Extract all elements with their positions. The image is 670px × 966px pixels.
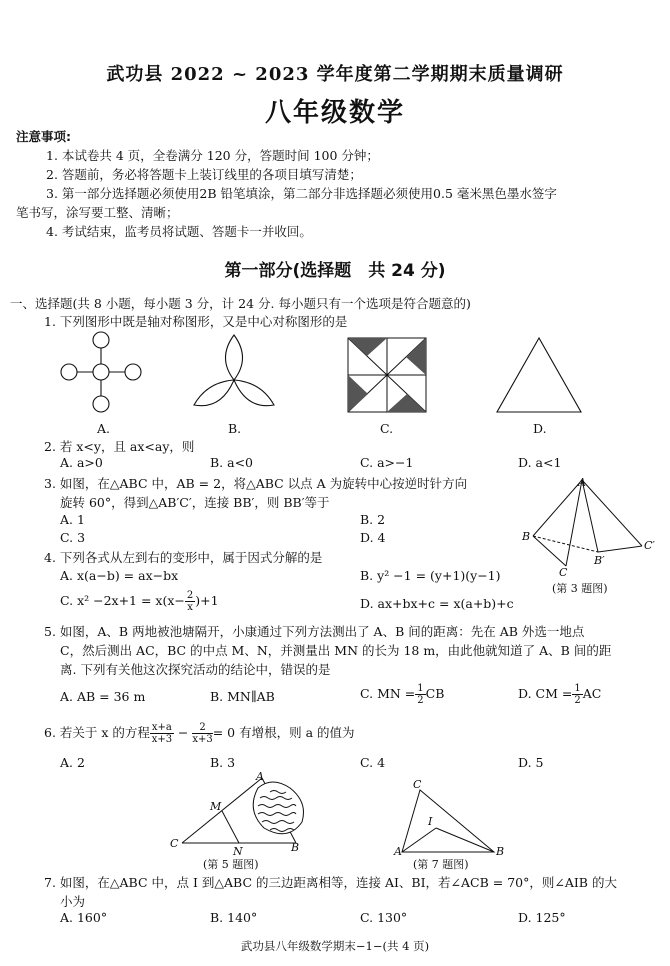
q5-option-c (360, 683, 444, 706)
q4-fraction-num: 2 (186, 590, 194, 601)
q1-figure-d (492, 330, 587, 420)
q3-point-b-prime: B′ (594, 554, 605, 567)
q6-fraction-2 (192, 722, 212, 745)
q7-point-b: B (496, 845, 505, 858)
q3-stem-line1: 3. 如图，在△ABC 中，AB = 2，将△ABC 以点 A 为旋转中心按逆时针方向 (44, 476, 468, 491)
q3-option-b: B. 2 (360, 512, 386, 527)
q5-figure (168, 770, 308, 855)
exam-title: 武功县 2022 ~ 2023 学年度第二学期期末质量调研 (106, 64, 564, 85)
q1-label-c: C. (380, 421, 394, 436)
q6-fraction-2-num: 2 (192, 722, 212, 734)
q3-stem-line2: 旋转 60°，得到△AB′C′，连接 BB′，则 BB′等于 (60, 495, 330, 510)
exam-subject: 八年级数学 (264, 98, 405, 128)
q6-option-b: B. 3 (210, 755, 236, 770)
q5-point-a: A (256, 770, 264, 783)
q5-point-b: B (291, 841, 300, 854)
q5-c-fraction-num: 1 (417, 683, 424, 694)
q5-caption: (第 5 题图) (203, 858, 259, 871)
q3-point-c: C (559, 566, 568, 579)
q7-point-i: I (428, 815, 433, 828)
notice-item-3-cont: 笔书写，涂写要工整、清晰； (16, 205, 179, 220)
page-footer: 武功县八年级数学期末−1−(共 4 页) (240, 939, 430, 953)
q3-point-c-prime: C′ (644, 539, 655, 552)
q2-option-a: A. a>0 (60, 455, 103, 470)
q7-stem-line2: 小为 (60, 894, 86, 909)
q6-option-d: D. 5 (518, 755, 544, 770)
q1-label-d: D. (533, 421, 547, 436)
notice-item-2: 2. 答题前，务必将答题卡上装订线里的各项目填写清楚； (46, 167, 362, 182)
q7-point-a: A (394, 845, 402, 858)
q1-label-b: B. (228, 421, 242, 436)
q4-option-c (60, 590, 219, 613)
q1-figure-c (340, 330, 435, 420)
q6-minus: − (177, 725, 189, 740)
q5-option-d-pre: D. CM = (518, 686, 573, 701)
q3-point-b: B (522, 530, 531, 543)
q5-option-c-fraction (415, 683, 425, 706)
q1-figure-b (187, 330, 282, 420)
notice-item-3: 3. 第一部分选择题必须使用2B 铅笔填涂，第二部分非选择题必须使用0.5 毫米黑色墨水签字 (46, 186, 557, 201)
q7-option-c: C. 130° (360, 910, 408, 925)
q3-caption: (第 3 题图) (552, 582, 608, 595)
notice-item-4: 4. 考试结束，监考员将试题、答题卡一并收回。 (46, 224, 312, 239)
q2-option-d: D. a<1 (518, 455, 562, 470)
q6-option-a: A. 2 (60, 755, 85, 770)
q7-option-d: D. 125° (518, 910, 566, 925)
q4-stem: 4. 下列各式从左到右的变形中，属于因式分解的是 (44, 550, 323, 565)
q5-option-b: B. MN∥AB (210, 689, 275, 704)
notice-heading: 注意事项: (16, 129, 71, 144)
q4-option-c-post: )+1 (195, 593, 219, 608)
q5-option-d (518, 683, 601, 706)
q3-figure (518, 470, 658, 585)
q6-fraction-1-num: x+a (151, 722, 172, 733)
q3-option-a: A. 1 (60, 512, 85, 527)
q7-stem-line1: 7. 如图，在△ABC 中，点 I 到△ABC 的三边距离相等，连接 AI、BI，若∠ACB = 70°，则∠AIB 的大 (44, 875, 617, 890)
q5-option-a: A. AB = 36 m (60, 689, 146, 704)
q6-fraction-1 (150, 722, 174, 745)
q6-stem (44, 722, 355, 745)
notice-item-1: 1. 本试卷共 4 页，全卷满分 120 分，答题时间 100 分钟； (46, 148, 379, 163)
q5-stem-line1: 5. 如图，A、B 两地被池塘隔开，小康通过下列方法测出了 A、B 间的距离：先在 AB 外选一地点 (44, 624, 585, 639)
q5-point-c: C (170, 837, 179, 850)
q5-c-fraction-den: 2 (417, 695, 424, 706)
q5-option-d-post: AC (582, 686, 602, 701)
q2-stem: 2. 若 x<y，且 ax<ay，则 (44, 439, 195, 454)
q3-option-c: C. 3 (60, 530, 86, 545)
q5-stem-line2: C，然后测出 AC，BC 的中点 M、N，并测量出 MN 的长为 18 m，由此他就知道了 A、B 间的距 (60, 643, 612, 658)
q4-option-a: A. x(a−b) = ax−bx (60, 568, 179, 583)
q7-point-c: C (413, 778, 422, 791)
q6-stem-pre: 6. 若关于 x 的方程 (44, 725, 150, 740)
q6-option-c: C. 4 (360, 755, 386, 770)
q7-figure (390, 778, 510, 858)
q4-option-d: D. ax+bx+c = x(a+b)+c (360, 596, 514, 611)
q5-option-d-fraction (572, 683, 582, 706)
q6-fraction-2-den: x+3 (192, 734, 213, 745)
q4-fraction-den: x (187, 602, 193, 613)
section-intro: 一、选择题(共 8 小题，每小题 3 分，计 24 分. 每小题只有一个选项是符合题意的) (10, 296, 471, 311)
q3-option-d: D. 4 (360, 530, 386, 545)
q6-stem-post: = 0 有增根，则 a 的值为 (212, 725, 355, 740)
q5-d-fraction-den: 2 (574, 695, 581, 706)
q5-point-n: N (233, 845, 243, 858)
q2-option-c: C. a>−1 (360, 455, 414, 470)
q4-option-c-pre: C. x² −2x+1 = x(x− (60, 593, 185, 608)
q5-point-m: M (210, 800, 222, 813)
q4-option-c-fraction (185, 590, 195, 613)
q1-label-a: A. (97, 421, 111, 436)
q6-fraction-1-den: x+3 (151, 734, 173, 745)
q7-option-a: A. 160° (60, 910, 108, 925)
q1-stem: 1. 下列图形中既是轴对称图形，又是中心对称图形的是 (44, 314, 348, 329)
q2-option-b: B. a<0 (210, 455, 254, 470)
part1-title: 第一部分(选择题 共 24 分) (224, 261, 446, 281)
q5-stem-line3: 离. 下列有关他这次探究活动的结论中，错误的是 (60, 662, 331, 677)
q3-point-a: A (578, 476, 586, 489)
q7-caption: (第 7 题图) (413, 858, 469, 871)
q4-option-b: B. y² −1 = (y+1)(y−1) (360, 568, 501, 583)
q5-option-c-pre: C. MN = (360, 686, 416, 701)
q5-d-fraction-num: 1 (574, 683, 581, 694)
q1-figure-a (55, 330, 150, 420)
q5-option-c-post: CB (425, 686, 445, 701)
q7-option-b: B. 140° (210, 910, 258, 925)
